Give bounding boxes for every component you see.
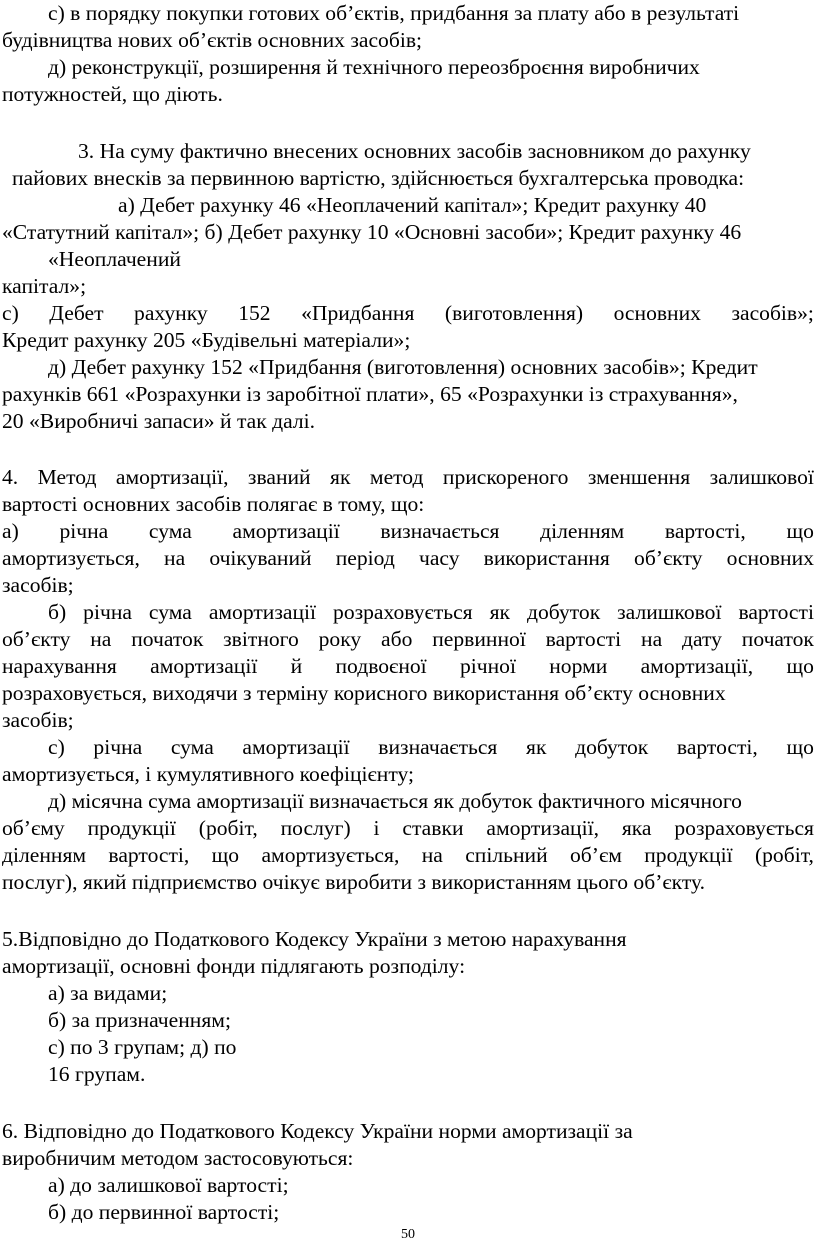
option-line: а) Дебет рахунку 46 «Неоплачений капітал»; Кредит рахунку 40 <box>118 193 707 217</box>
option-line: розраховується, виходячи з терміну корисного використання об’єкту основних <box>2 681 726 705</box>
option-line: об’єкту на початок звітного року або первинної вартості на дату початок <box>2 627 814 651</box>
word: с) <box>2 301 19 325</box>
question-4-line: 4. Метод амортизації, званий як метод прискореного зменшення залишкової <box>2 465 814 489</box>
word: засобів»; <box>731 301 814 325</box>
option-line: амортизується, на очікуваний період часу використання об’єкту основних <box>2 546 814 570</box>
option-line: с) річна сума амортизації визначається як добуток вартості, що <box>48 735 814 759</box>
option-line: а) до залишкової вартості; <box>48 1173 289 1197</box>
option-line: Кредит рахунку 205 «Будівельні матеріали»; <box>2 328 411 352</box>
option-line: б) до первинної вартості; <box>48 1200 280 1224</box>
option-line: б) річна сума амортизації розраховується як добуток залишкової вартості <box>48 600 814 624</box>
option-line: с) по 3 групам; д) по <box>48 1035 237 1059</box>
question-5-line: амортизації, основні фонди підлягають розподілу: <box>2 954 466 978</box>
word: «Придбання <box>301 301 415 325</box>
option-line: діленням вартості, що амортизується, на спільний об’єм продукції (робіт, <box>2 843 814 867</box>
option-line: «Неоплачений <box>48 247 181 271</box>
text-line: потужностей, що діють. <box>2 82 223 106</box>
option-line: рахунків 661 «Розрахунки із заробітної плати», 65 «Розрахунки із страхування», <box>2 382 738 406</box>
word: 152 <box>238 301 271 325</box>
option-line: «Статутний капітал»; б) Дебет рахунку 10 «Основні засоби»; Кредит рахунку 46 <box>2 220 742 244</box>
word: основних <box>613 301 701 325</box>
option-line: д) місячна сума амортизації визначається як добуток фактичного місячного <box>48 789 742 813</box>
question-6-line: виробничим методом застосовуються: <box>2 1146 354 1170</box>
option-line: амортизується, і кумулятивного коефіцієнту; <box>2 762 414 786</box>
word: Дебет <box>49 301 104 325</box>
text-line: д) реконструкції, розширення й технічного переозброєння виробничих <box>48 55 700 79</box>
option-line: д) Дебет рахунку 152 «Придбання (виготовлення) основних засобів»; Кредит <box>48 355 758 379</box>
option-line: об’єму продукції (робіт, послуг) і ставки амортизації, яка розраховується <box>2 816 814 840</box>
page-number: 50 <box>401 1227 415 1242</box>
option-line <box>2 300 814 327</box>
option-line: 20 «Виробничі запаси» й так далі. <box>2 409 316 433</box>
option-line: б) за призначенням; <box>48 1008 231 1032</box>
option-line: 16 групам. <box>48 1062 146 1086</box>
question-3-line: 3. На суму фактично внесених основних засобів засновником до рахунку <box>78 139 751 163</box>
question-5-line: 5.Відповідно до Податкового Кодексу України з метою нарахування <box>2 927 627 951</box>
text-line: с) в порядку покупки готових об’єктів, придбання за плату або в результаті <box>48 1 740 25</box>
question-4-line: вартості основних засобів полягає в тому, що: <box>2 492 425 516</box>
word: рахунку <box>134 301 208 325</box>
option-line: засобів; <box>2 573 74 597</box>
question-3-line: пайових внесків за первинною вартістю, здійснюється бухгалтерська проводка: <box>12 166 745 190</box>
question-6-line: 6. Відповідно до Податкового Кодексу України норми амортизації за <box>2 1119 633 1143</box>
word: (виготовлення) <box>444 301 584 325</box>
option-line: а) за видами; <box>48 981 168 1005</box>
option-line: засобів; <box>2 708 74 732</box>
option-line: капітал»; <box>2 274 87 298</box>
text-line: будівництва нових об’єктів основних засобів; <box>2 28 423 52</box>
option-line: нарахування амортизації й подвоєної річної норми амортизації, що <box>2 654 814 678</box>
option-line: а) річна сума амортизації визначається діленням вартості, що <box>2 519 814 543</box>
option-line: послуг), який підприємство очікує виробити з використанням цього об’єкту. <box>2 870 706 894</box>
